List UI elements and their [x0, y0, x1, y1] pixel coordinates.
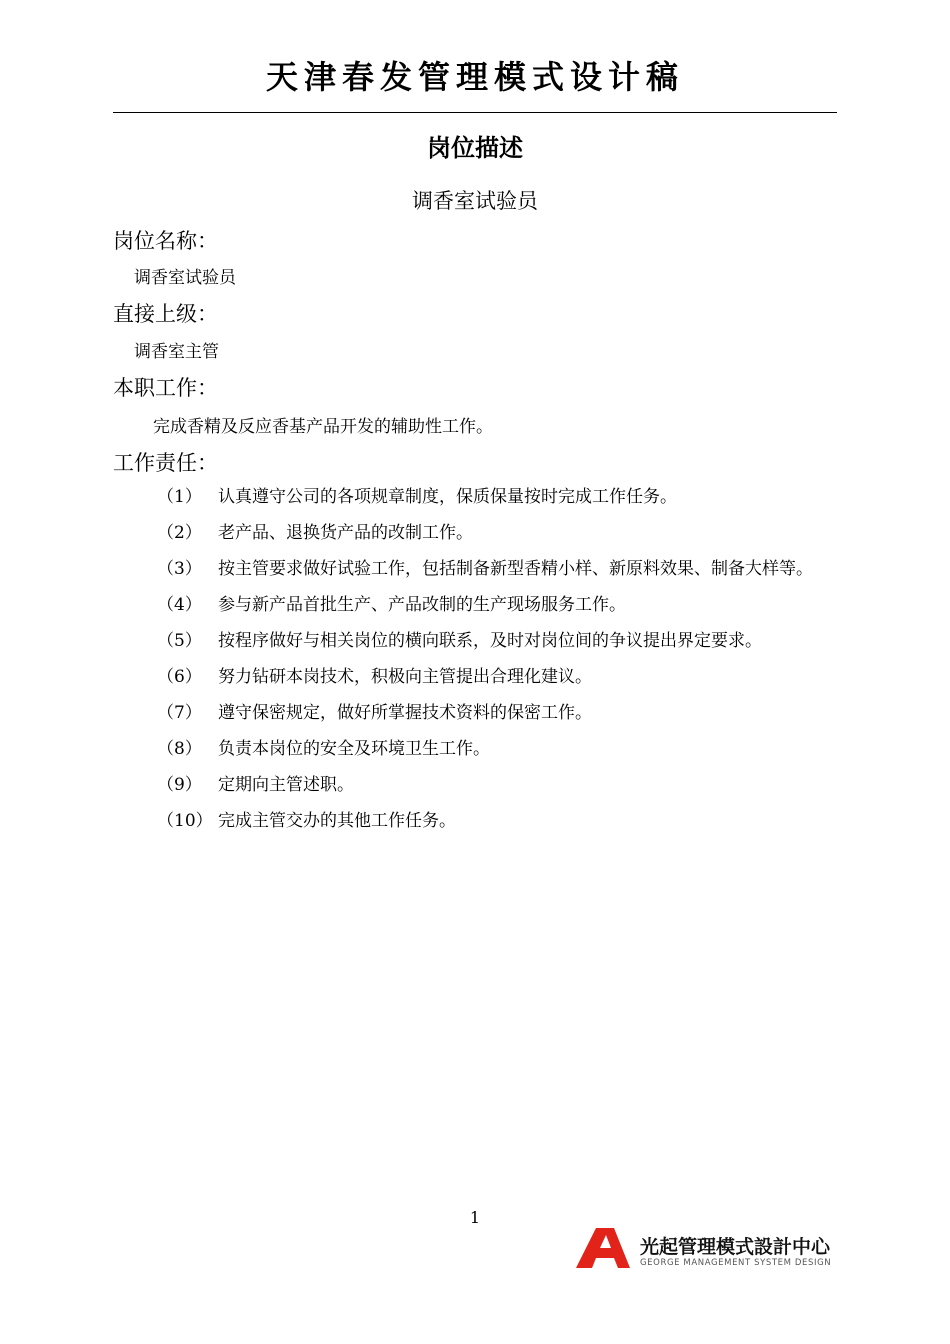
main-duty-heading: 本职工作：: [113, 376, 218, 400]
logo-a-mark-icon: [574, 1228, 634, 1270]
page-number: 1: [469, 1208, 481, 1227]
responsibility-item: [157, 521, 842, 545]
responsibility-text: 按程序做好与相关岗位的横向联系，及时对岗位间的争议提出界定要求。: [218, 631, 762, 651]
responsibility-text: 遵守保密规定，做好所掌握技术资料的保密工作。: [218, 703, 592, 723]
responsibility-number: （6）: [157, 667, 202, 687]
responsibility-item: [157, 629, 842, 653]
responsibility-item: [157, 665, 842, 689]
responsibility-item: [157, 485, 842, 509]
logo-company-name: 光起管理模式設計中心: [640, 1236, 831, 1258]
responsibility-number: （4）: [157, 595, 202, 615]
responsibility-text: 认真遵守公司的各项规章制度，保质保量按时完成工作任务。: [218, 487, 677, 507]
responsibility-item: [157, 593, 842, 617]
header-divider: [113, 112, 837, 113]
responsibility-number: （10）: [157, 811, 213, 831]
responsibility-number: （8）: [157, 739, 202, 759]
responsibility-item: [157, 701, 842, 725]
responsibility-item: [157, 551, 842, 587]
responsibility-text: 定期向主管述职。: [218, 775, 354, 795]
supervisor-heading: 直接上级：: [113, 302, 218, 326]
company-logo: [574, 1228, 844, 1270]
responsibility-number: （3）: [157, 559, 202, 579]
responsibility-number: （9）: [157, 775, 202, 795]
responsibilities-heading: 工作责任：: [113, 451, 218, 475]
responsibility-item: [157, 737, 842, 761]
main-duty-value: 完成香精及反应香基产品开发的辅助性工作。: [153, 417, 493, 437]
responsibility-item: [157, 773, 842, 797]
logo-tagline: GEORGE MANAGEMENT SYSTEM DESIGN: [640, 1258, 832, 1268]
responsibility-text: 努力钻研本岗技术，积极向主管提出合理化建议。: [218, 667, 592, 687]
responsibility-text: 负责本岗位的安全及环境卫生工作。: [218, 739, 490, 759]
responsibility-number: （7）: [157, 703, 202, 723]
responsibility-number: （2）: [157, 523, 202, 543]
document-subtitle: 调香室试验员: [412, 189, 538, 213]
supervisor-value: 调香室主管: [134, 342, 219, 362]
document-header-title: 天津春发管理模式设计稿: [265, 58, 684, 96]
responsibility-text: 老产品、退换货产品的改制工作。: [218, 523, 473, 543]
responsibility-text: 参与新产品首批生产、产品改制的生产现场服务工作。: [218, 595, 626, 615]
responsibilities-list: [157, 485, 842, 845]
position-name-heading: 岗位名称：: [113, 229, 218, 253]
responsibility-text: 按主管要求做好试验工作，包括制备新型香精小样、新原料效果、制备大样等。: [218, 559, 813, 579]
responsibility-number: （5）: [157, 631, 202, 651]
responsibility-number: （1）: [157, 487, 202, 507]
position-name-value: 调香室试验员: [134, 268, 236, 288]
responsibility-text: 完成主管交办的其他工作任务。: [218, 811, 456, 831]
document-title: 岗位描述: [427, 134, 523, 162]
responsibility-item: [157, 809, 842, 833]
